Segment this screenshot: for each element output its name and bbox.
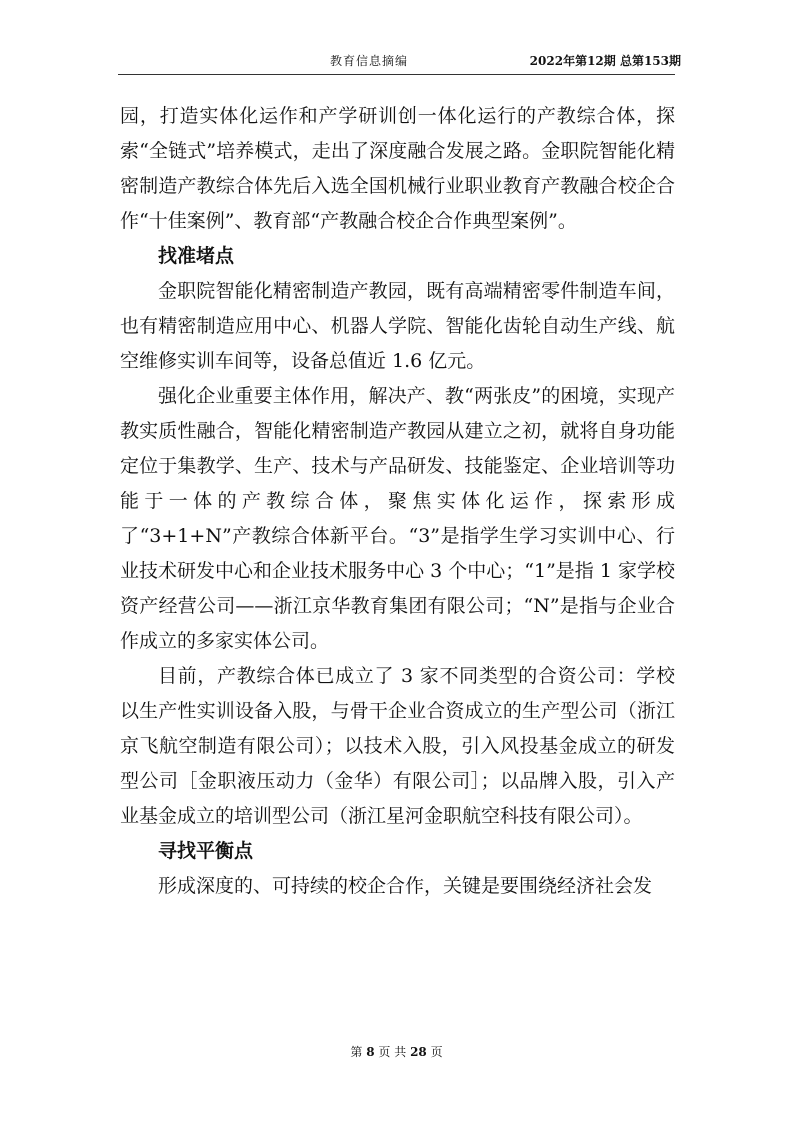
header-divider <box>118 74 675 75</box>
page-total: 28 <box>410 1045 427 1059</box>
paragraph-continued: 园，打造实体化运作和产学研训创一体化运行的产教综合体，探索“全链式”培养模式，走出了深度融合发展之路。金职院智能化精密制造产教综合体先后入选全国机械行业职业教育产教融合校企合作“十佳案例”、教育部“产教融合校企合作典型案例”。 <box>120 105 675 232</box>
publication-name: 教育信息摘编 <box>330 54 409 68</box>
issue-number: 2022年第12期 总第153期 <box>529 54 681 68</box>
page-footer <box>0 1043 793 1060</box>
page-number: 8 <box>366 1045 375 1059</box>
paragraph: 形成深度的、可持续的校企合作，关键是要围绕经济社会发 <box>158 875 653 897</box>
page-header <box>0 52 793 76</box>
paragraph: 目前，产教综合体已成立了 3 家不同类型的合资公司：学校以生产性实训设备入股，与骨干企业合资成立的生产型公司（浙江京飞航空制造有限公司）；以技术入股，引入风投基金成立的研发型公司［金职液压动力（金华）有限公司］；以品牌入股，引入产业基金成立的培训型公司（浙江星河金职航空科技有限公司）。 <box>120 665 675 827</box>
section-heading-find-balance: 寻找平衡点 <box>158 840 254 862</box>
section-heading-find-blockage: 找准堵点 <box>158 245 235 267</box>
paragraph: 金职院智能化精密制造产教园，既有高端精密零件制造车间，也有精密制造应用中心、机器人学院、智能化齿轮自动生产线、航空维修实训车间等，设备总值近 1.6 亿元。 <box>120 280 675 372</box>
page-label-prefix: 第 <box>350 1045 363 1059</box>
page-label-suffix: 页 <box>430 1045 443 1059</box>
page-label-middle: 页 共 <box>378 1045 407 1059</box>
article-body <box>120 99 675 904</box>
paragraph: 强化企业重要主体作用，解决产、教“两张皮”的困境，实现产教实质性融合，智能化精密制造产教园从建立之初，就将自身功能定位于集教学、生产、技术与产品研发、技能鉴定、企业培训等功能于一体的产教综合体，聚焦实体化运作，探索形成了“3+1+N”产教综合体新平台。“3”是指学生学习实训中心、行业技术研发中心和企业技术服务中心 3 个中心；“1”是指 1 家学校资产经营公司——浙江京华教育集团有限公司；“N”是指与企业合作成立的多家实体公司。 <box>120 385 675 652</box>
